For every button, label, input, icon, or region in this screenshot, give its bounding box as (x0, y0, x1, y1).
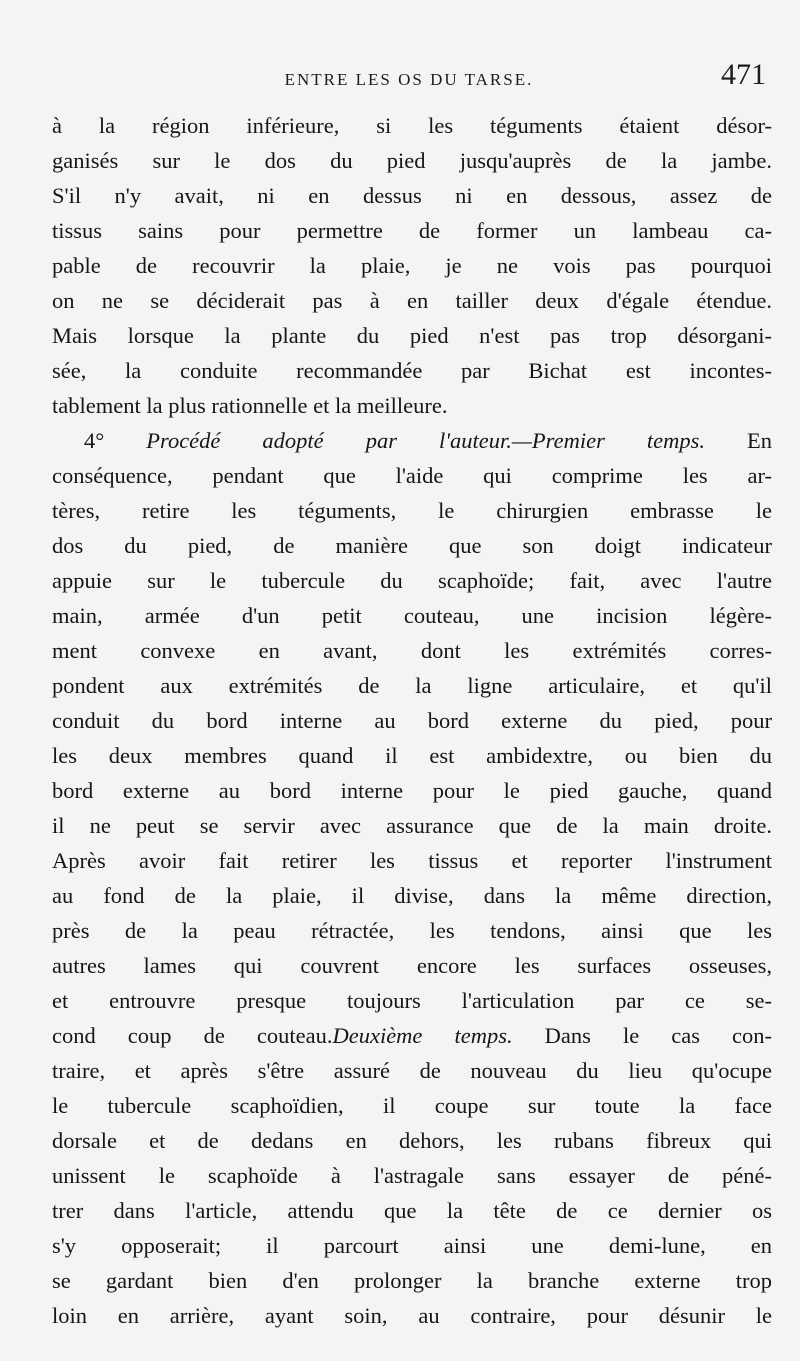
page-number: 471 (721, 58, 766, 91)
text-line: pondent aux extrémités de la ligne articulaire, et qu'il (52, 673, 772, 698)
section-heading: Procédé adopté par l'auteur.—Premier temps. (146, 428, 705, 453)
text-line: S'il n'y avait, ni en dessus ni en dessous, assez de (52, 183, 772, 208)
text-line: les deux membres quand il est ambidextre, ou bien du (52, 743, 772, 768)
running-title: ENTRE LES OS DU TARSE. (284, 70, 534, 89)
text-fragment: cond coup de couteau. (52, 1023, 333, 1048)
text-line: trer dans l'article, attendu que la tête de ce dernier os (52, 1198, 772, 1223)
text-line: à la région inférieure, si les téguments étaient désor- (52, 113, 772, 138)
text-line: tères, retire les téguments, le chirurgien embrasse le (52, 498, 772, 523)
text-line: près de la peau rétractée, les tendons, ainsi que les (52, 918, 772, 943)
section-heading-line (52, 423, 772, 458)
text-line: pable de recouvrir la plaie, je ne vois pas pourquoi (52, 253, 772, 278)
text-line: et entrouvre presque toujours l'articulation par ce se- (52, 988, 772, 1013)
section-heading: Deuxième temps. (332, 1023, 513, 1048)
text-line: tablement la plus rationnelle et la meilleure. (52, 393, 448, 418)
body-text (52, 108, 772, 1333)
text-line: conséquence, pendant que l'aide qui comprime les ar- (52, 463, 772, 488)
text-line: appuie sur le tubercule du scaphoïde; fait, avec l'autre (52, 568, 772, 593)
text-fragment: En (747, 428, 772, 453)
text-line: ment convexe en avant, dont les extrémités corres- (52, 638, 772, 663)
text-line: loin en arrière, ayant soin, au contraire, pour désunir le (52, 1303, 772, 1328)
text-line: autres lames qui couvrent encore les surfaces osseuses, (52, 953, 772, 978)
text-line: Après avoir fait retirer les tissus et reporter l'instrument (52, 848, 772, 873)
section-number: 4° (84, 428, 105, 453)
text-line: traire, et après s'être assuré de nouveau du lieu qu'ocupe (52, 1058, 772, 1083)
text-line: ganisés sur le dos du pied jusqu'auprès de la jambe. (52, 148, 772, 173)
text-line: tissus sains pour permettre de former un lambeau ca- (52, 218, 772, 243)
page-header (52, 58, 766, 98)
text-line: au fond de la plaie, il divise, dans la même direction, (52, 883, 772, 908)
text-line: conduit du bord interne au bord externe du pied, pour (52, 708, 772, 733)
text-line: unissent le scaphoïde à l'astragale sans essayer de péné- (52, 1163, 772, 1188)
text-line: sée, la conduite recommandée par Bichat est incontes- (52, 358, 772, 383)
text-line: dorsale et de dedans en dehors, les rubans fibreux qui (52, 1128, 772, 1153)
text-line: on ne se déciderait pas à en tailler deux d'égale étendue. (52, 288, 772, 313)
text-line: Mais lorsque la plante du pied n'est pas trop désorgani- (52, 323, 772, 348)
text-line: se gardant bien d'en prolonger la branche externe trop (52, 1268, 772, 1293)
text-line: bord externe au bord interne pour le pied gauche, quand (52, 778, 772, 803)
text-line: main, armée d'un petit couteau, une incision légère- (52, 603, 772, 628)
text-line: il ne peut se servir avec assurance que de la main droite. (52, 813, 772, 838)
text-line: le tubercule scaphoïdien, il coupe sur toute la face (52, 1093, 772, 1118)
text-line: dos du pied, de manière que son doigt indicateur (52, 533, 772, 558)
text-line: s'y opposerait; il parcourt ainsi une demi-lune, en (52, 1233, 772, 1258)
text-fragment: Dans le cas con- (512, 1023, 772, 1048)
text-line (52, 1018, 772, 1053)
